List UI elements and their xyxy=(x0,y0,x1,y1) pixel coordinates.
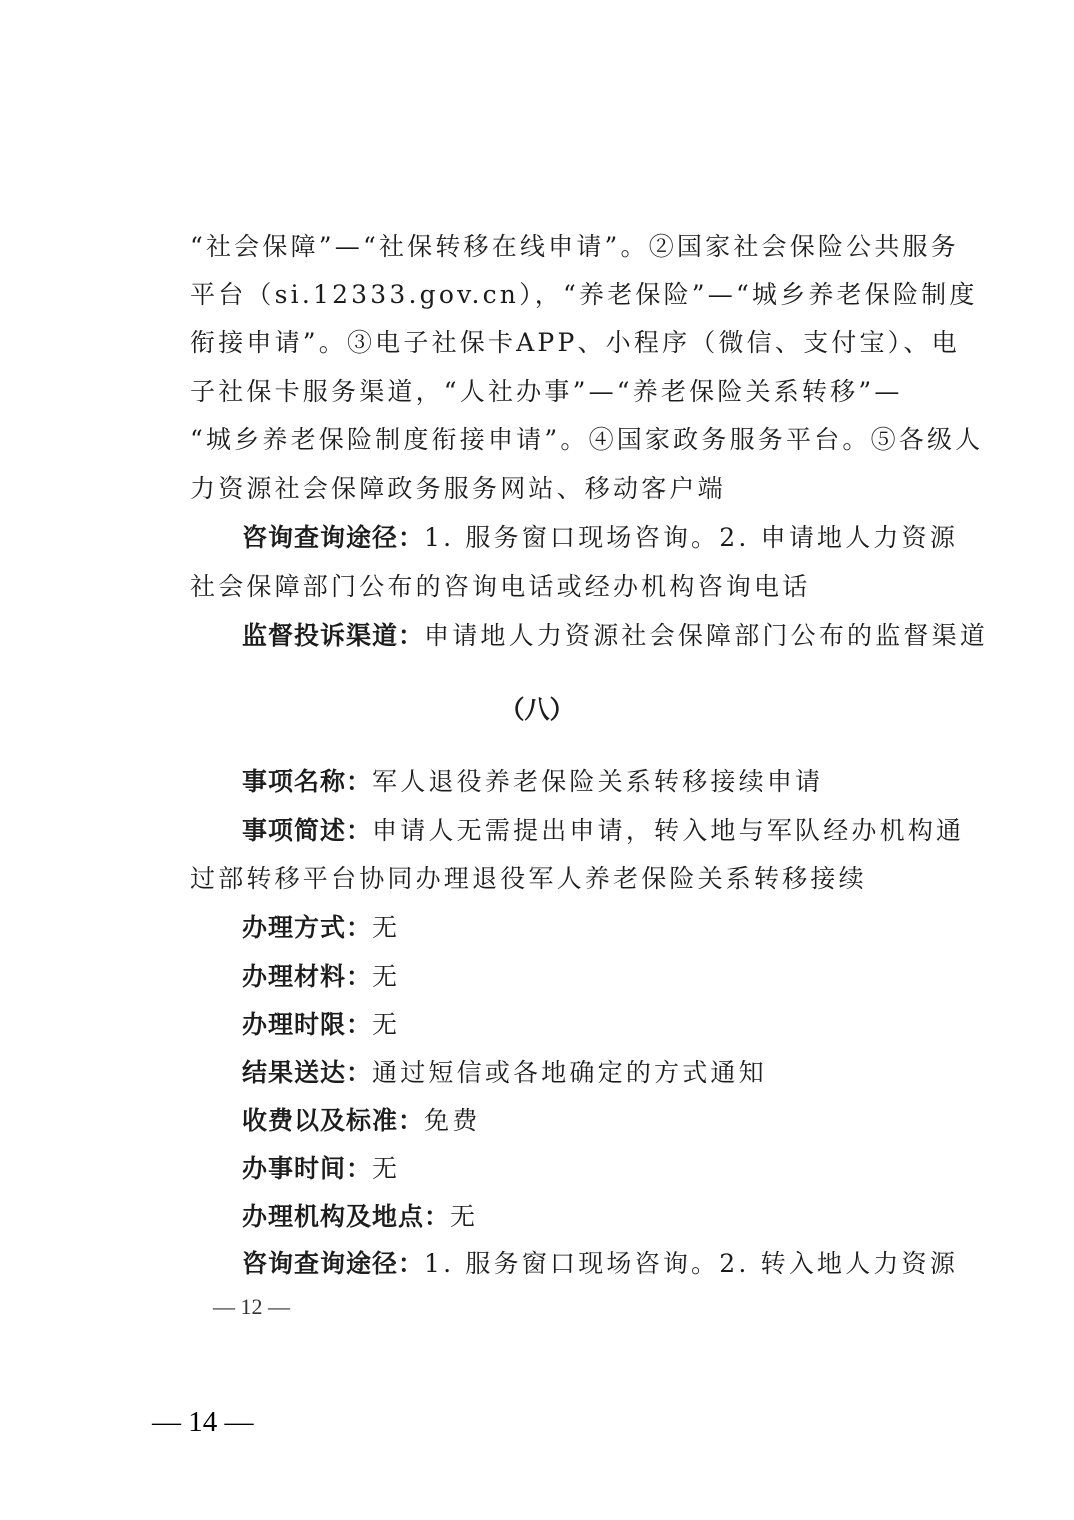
consult-value: 1. 服务窗口现场咨询。2. 申请地人力资源 xyxy=(424,523,959,552)
field-label: 办理时限： xyxy=(242,1010,373,1039)
item-name-value: 军人退役养老保险关系转移接续申请 xyxy=(372,767,824,796)
paragraph-line: 平台（si.12333.gov.cn），“养老保险”—“城乡养老保险制度 xyxy=(190,280,978,309)
paragraph-line: 衔接申请”。③电子社保卡APP、小程序（微信、支付宝）、电 xyxy=(190,328,960,357)
field-line xyxy=(242,1153,902,1185)
field-line xyxy=(242,1057,902,1089)
item-desc-line xyxy=(242,815,965,847)
supervise-line xyxy=(242,620,989,652)
consult2-value: 1. 服务窗口现场咨询。2. 转入地人力资源 xyxy=(424,1249,959,1278)
section-heading: （八） xyxy=(499,695,575,724)
paragraph-line: 子社保卡服务渠道，“人社办事”—“养老保险关系转移”— xyxy=(190,377,903,406)
field-value: 免费 xyxy=(424,1106,481,1135)
field-line xyxy=(242,1105,902,1137)
field-value: 无 xyxy=(372,962,401,991)
field-value: 通过短信或各地确定的方式通知 xyxy=(372,1058,767,1087)
field-label: 办理方式： xyxy=(242,913,373,942)
item-desc-label: 事项简述： xyxy=(242,816,373,845)
item-desc-line-cont: 过部转移平台协同办理退役军人养老保险关系转移接续 xyxy=(190,864,867,893)
field-value: 无 xyxy=(372,1010,401,1039)
field-label: 办理材料： xyxy=(242,962,373,991)
field-value: 无 xyxy=(372,913,401,942)
paragraph-line: 力资源社会保障政务服务网站、移动客户端 xyxy=(190,474,726,503)
inner-page-number: — 12 — xyxy=(213,1294,290,1319)
field-value: 无 xyxy=(372,1154,401,1183)
item-desc-value: 申请人无需提出申请，转入地与军队经办机构通 xyxy=(372,816,965,845)
item-name-label: 事项名称： xyxy=(242,767,373,796)
supervise-value: 申请地人力资源社会保障部门公布的监督渠道 xyxy=(424,621,989,650)
item-name-line xyxy=(242,766,902,798)
consult-line xyxy=(242,522,959,554)
field-line xyxy=(242,1009,902,1041)
field-label: 结果送达： xyxy=(242,1058,373,1087)
paragraph-line: “社会保障”—“社保转移在线申请”。②国家社会保险公共服务 xyxy=(190,232,959,261)
field-line xyxy=(242,961,902,993)
consult2-line xyxy=(242,1248,959,1280)
field-value: 无 xyxy=(450,1202,479,1231)
outer-page-number: — 14 — xyxy=(152,1406,254,1438)
field-label: 办事时间： xyxy=(242,1154,373,1183)
field-line xyxy=(242,912,902,944)
paragraph-line: “城乡养老保险制度衔接申请”。④国家政务服务平台。⑤各级人 xyxy=(190,425,984,454)
supervise-label: 监督投诉渠道： xyxy=(242,621,425,650)
consult-line-cont: 社会保障部门公布的咨询电话或经办机构咨询电话 xyxy=(190,572,811,601)
consult2-label: 咨询查询途径： xyxy=(242,1249,425,1278)
consult-label: 咨询查询途径： xyxy=(242,523,425,552)
field-line xyxy=(242,1201,902,1233)
field-label: 收费以及标准： xyxy=(242,1106,425,1135)
field-label: 办理机构及地点： xyxy=(242,1202,451,1231)
